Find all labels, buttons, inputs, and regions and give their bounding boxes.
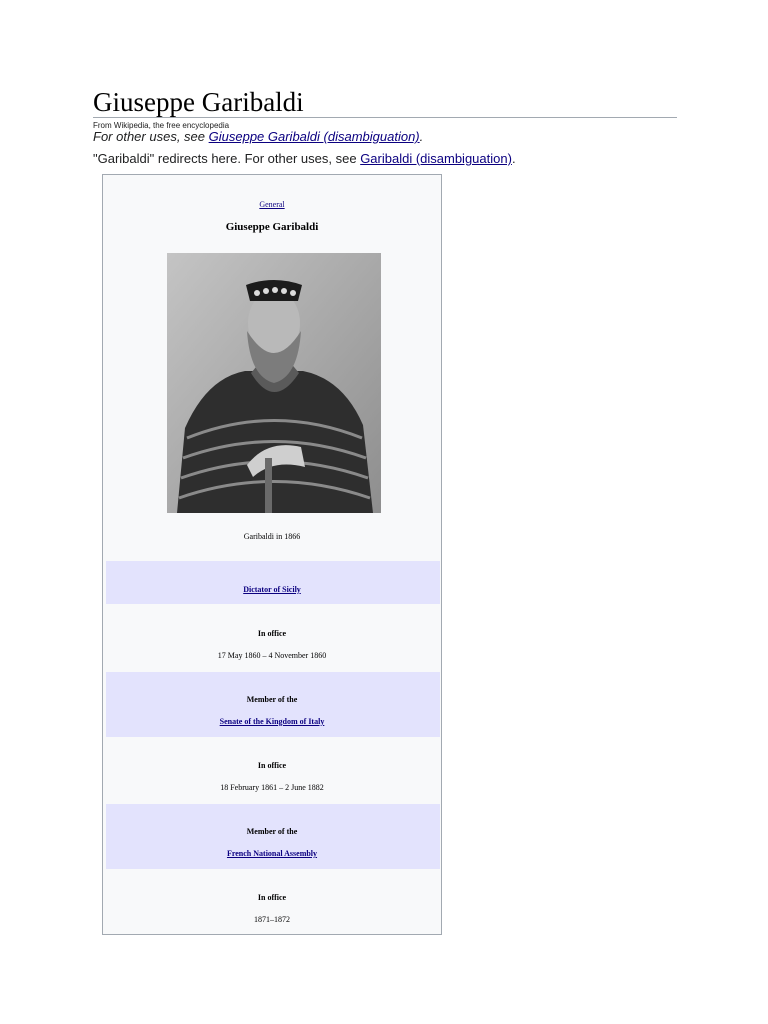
in-office-label: In office <box>257 629 287 638</box>
hatnote-text: "Garibaldi" redirects here. For other uses, see <box>93 151 361 166</box>
office-term: 18 February 1861 – 2 June 1882 <box>220 783 324 792</box>
senate-kingdom-italy-link[interactable]: Senate of the Kingdom of Italy <box>219 717 325 726</box>
dictator-of-sicily-link[interactable]: Dictator of Sicily <box>243 585 301 594</box>
office-title <box>103 585 441 595</box>
garibaldi-disambiguation-link[interactable]: Garibaldi (disambiguation) <box>360 151 512 166</box>
portrait-illustration <box>167 253 381 513</box>
in-office-label: In office <box>257 893 287 902</box>
hatnote-redirect <box>93 151 516 167</box>
french-national-assembly-link[interactable]: French National Assembly <box>226 849 318 858</box>
portrait-image[interactable] <box>167 253 381 513</box>
office-title <box>103 849 441 859</box>
in-office-label: In office <box>257 761 287 770</box>
page-title: Giuseppe Garibaldi <box>93 87 304 117</box>
hatnote-other-uses <box>93 129 423 145</box>
office-term: 17 May 1860 – 4 November 1860 <box>217 651 327 660</box>
office-heading-prefix: Member of the <box>246 695 298 704</box>
disambiguation-link[interactable]: Giuseppe Garibaldi (disambiguation) <box>208 129 420 144</box>
office-title <box>103 717 441 727</box>
title-divider <box>93 117 677 118</box>
office-term: 1871–1872 <box>254 915 290 924</box>
office-heading-prefix: Member of the <box>246 827 298 836</box>
infobox-category <box>103 200 441 210</box>
tagline: From Wikipedia, the free encyclopedia <box>93 121 230 130</box>
hatnote-suffix: . <box>419 129 424 144</box>
hatnote-text: For other uses, see <box>93 129 209 144</box>
category-general-link[interactable]: General <box>259 200 285 209</box>
image-caption: Garibaldi in 1866 <box>243 532 301 541</box>
hatnote-suffix: . <box>511 151 516 166</box>
office-header-band <box>106 561 440 604</box>
infobox-name: Giuseppe Garibaldi <box>225 221 319 233</box>
infobox <box>102 174 442 935</box>
